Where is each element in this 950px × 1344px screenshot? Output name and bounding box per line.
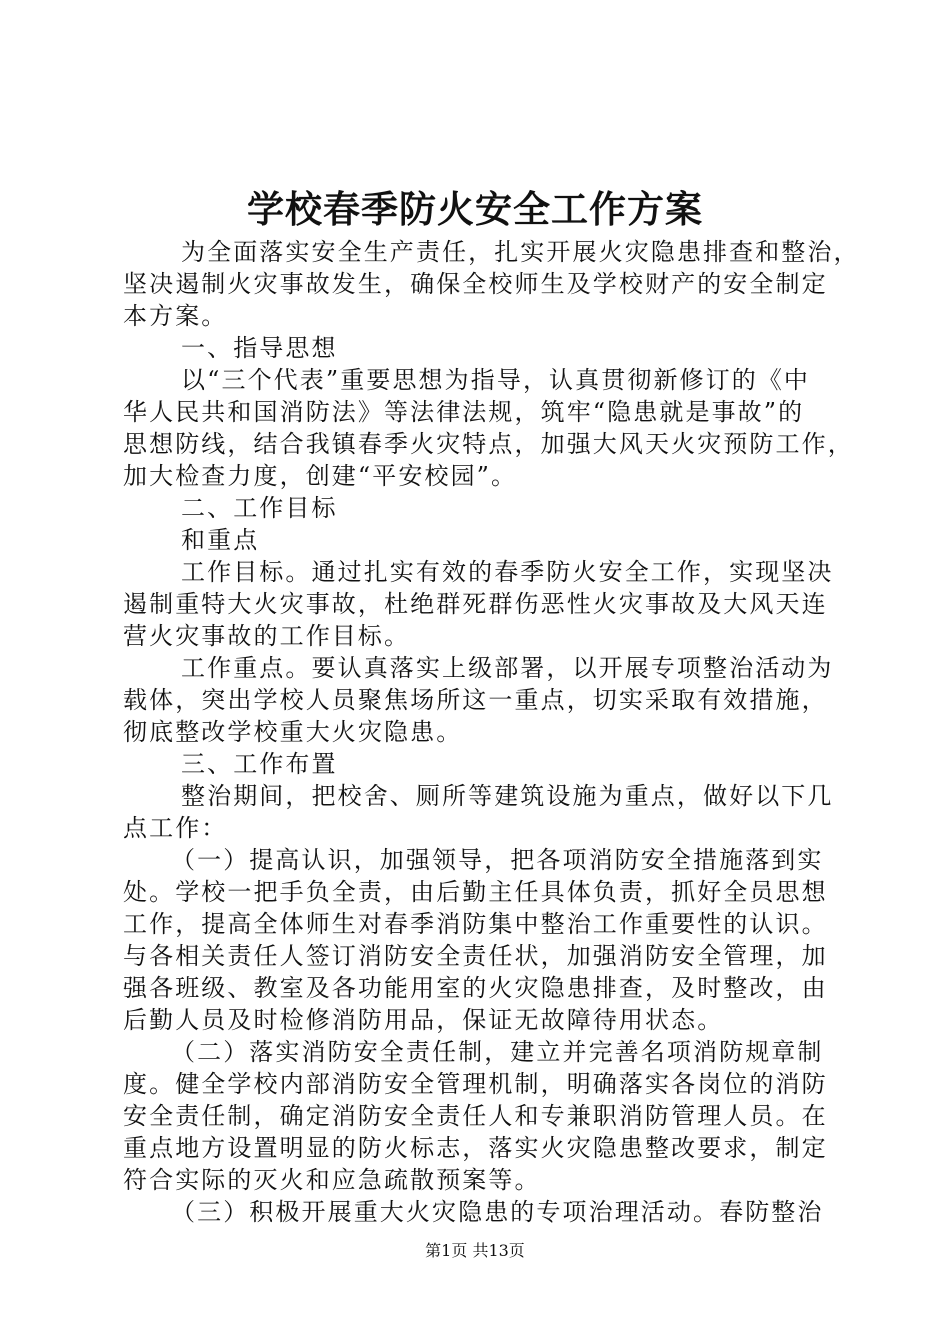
page-footer: 第1页 共13页 — [425, 1241, 525, 1260]
document-body — [123, 236, 860, 1228]
body-line: 强各班级、教室及各功能用室的火灾隐患排查，及时整改，由 — [123, 974, 828, 1002]
body-line: 工作目标。通过扎实有效的春季防火安全工作，实现坚决 — [181, 558, 834, 586]
body-line: 二、工作目标 — [181, 494, 338, 522]
body-line: 工作，提高全体师生对春季消防集中整治工作重要性的认识。 — [123, 910, 828, 938]
body-line: 安全责任制，确定消防安全责任人和专兼职消防管理人员。在 — [123, 1102, 828, 1130]
body-line: 工作重点。要认真落实上级部署，以开展专项整治活动为 — [181, 654, 834, 682]
body-line: 后勤人员及时检修消防用品，保证无故障待用状态。 — [123, 1006, 724, 1034]
body-line: 以“三个代表”重要思想为指导，认真贯彻新修订的《中 — [181, 366, 811, 394]
body-line: 重点地方设置明显的防火标志，落实火灾隐患整改要求，制定 — [123, 1134, 828, 1162]
body-line: （一）提高认识，加强领导，把各项消防安全措施落到实 — [171, 846, 824, 874]
body-line: 坚决遏制火灾事故发生，确保全校师生及学校财产的安全制定 — [123, 270, 828, 298]
body-line: 载体，突出学校人员聚焦场所这一重点，切实采取有效措施， — [123, 686, 828, 714]
body-line: 为全面落实安全生产责任，扎实开展火灾隐患排查和整治， — [181, 238, 860, 266]
body-line: 营火灾事故的工作目标。 — [123, 622, 411, 650]
body-line: 与各相关责任人签订消防安全责任状，加强消防安全管理，加 — [123, 942, 828, 970]
document-title: 学校春季防火安全工作方案 — [247, 187, 703, 231]
body-line: 符合实际的灭火和应急疏散预案等。 — [123, 1166, 541, 1194]
body-line: 三、工作布置 — [181, 750, 338, 778]
body-line: 遏制重特大火灾事故，杜绝群死群伤恶性火灾事故及大风天连 — [123, 590, 828, 618]
body-line: 和重点 — [181, 526, 260, 554]
body-line: （二）落实消防安全责任制，建立并完善名项消防规章制 — [171, 1038, 824, 1066]
body-line: 本方案。 — [123, 302, 228, 330]
body-line: 度。健全学校内部消防安全管理机制，明确落实各岗位的消防 — [123, 1070, 828, 1098]
body-line: （三）积极开展重大火灾隐患的专项治理活动。春防整治 — [171, 1198, 824, 1226]
body-line: 处。学校一把手负全责，由后勤主任具体负责，抓好全员思想 — [123, 878, 828, 906]
body-line: 华人民共和国消防法》等法律法规，筑牢“隐患就是事故”的 — [123, 398, 805, 426]
body-line: 思想防线，结合我镇春季火灾特点，加强大风天火灾预防工作， — [123, 430, 854, 458]
body-line: 一、指导思想 — [181, 334, 338, 362]
body-line: 整治期间，把校舍、厕所等建筑设施为重点，做好以下几 — [181, 782, 834, 810]
body-line: 加大检查力度，创建“平安校园”。 — [123, 462, 518, 490]
body-line: 彻底整改学校重大火灾隐患。 — [123, 718, 463, 746]
body-line: 点工作： — [123, 814, 228, 842]
